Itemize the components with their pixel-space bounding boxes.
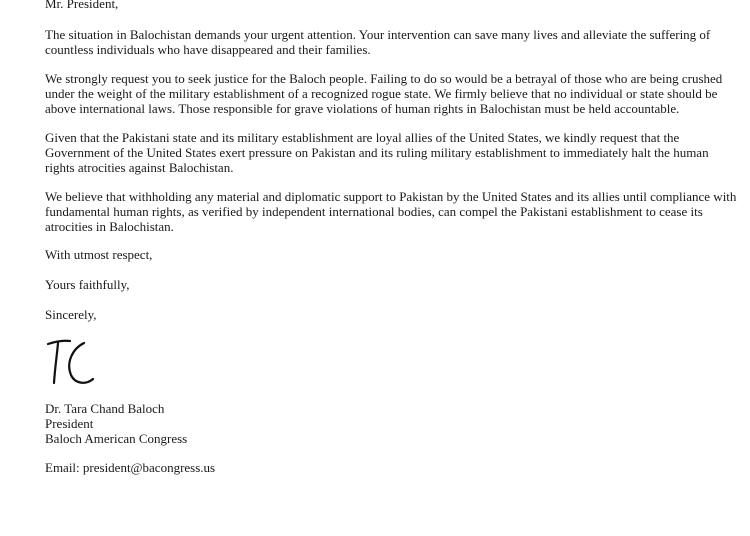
closing-utmost-respect: With utmost respect,: [45, 247, 153, 262]
paragraph-line: countless individuals who have disappeared and their families.: [45, 42, 371, 57]
paragraph-line: above international laws. Those responsible for grave violations of human rights in Balochistan must be held accountable.: [45, 101, 680, 116]
signer-name: Dr. Tara Chand Baloch: [45, 401, 165, 416]
paragraph-3: [45, 130, 709, 175]
signer-email: Email: president@bacongress.us: [45, 460, 216, 475]
signer-title: President: [45, 416, 94, 431]
paragraph-2: [45, 71, 722, 116]
paragraph-line: atrocities in Balochistan.: [45, 219, 174, 234]
paragraph-4: [45, 189, 736, 234]
paragraph-line: The situation in Balochistan demands your urgent attention. Your intervention can save many lives and alleviate the suffering of: [45, 27, 711, 42]
paragraph-line: under the weight of the military establishment of a recognized rogue state. We firmly believe that no individual or state should be: [45, 86, 718, 101]
paragraph-line: rights atrocities against Balochistan.: [45, 160, 234, 175]
salutation: Mr. President,: [45, 0, 119, 11]
paragraph-1: [45, 27, 710, 57]
paragraph-line: We strongly request you to seek justice for the Baloch people. Failing to do so would be a betrayal of those who are being crushed: [45, 71, 723, 86]
signer-organization: Baloch American Congress: [45, 431, 188, 446]
closing-sincerely: Sincerely,: [45, 307, 97, 322]
paragraph-line: We believe that withholding any material and diplomatic support to Pakistan by the United States and its allies until compliance with: [45, 189, 737, 204]
handwritten-signature: [44, 337, 100, 389]
paragraph-line: Given that the Pakistani state and its military establishment are loyal allies of the United States, we kindly request that the: [45, 130, 680, 145]
paragraph-line: Government of the United States exert pressure on Pakistan and its ruling military establishment to immediately halt the human: [45, 145, 709, 160]
closing-yours-faithfully: Yours faithfully,: [45, 277, 130, 292]
paragraph-line: fundamental human rights, as verified by independent international bodies, can compel the Pakistani establishment to cease its: [45, 204, 703, 219]
